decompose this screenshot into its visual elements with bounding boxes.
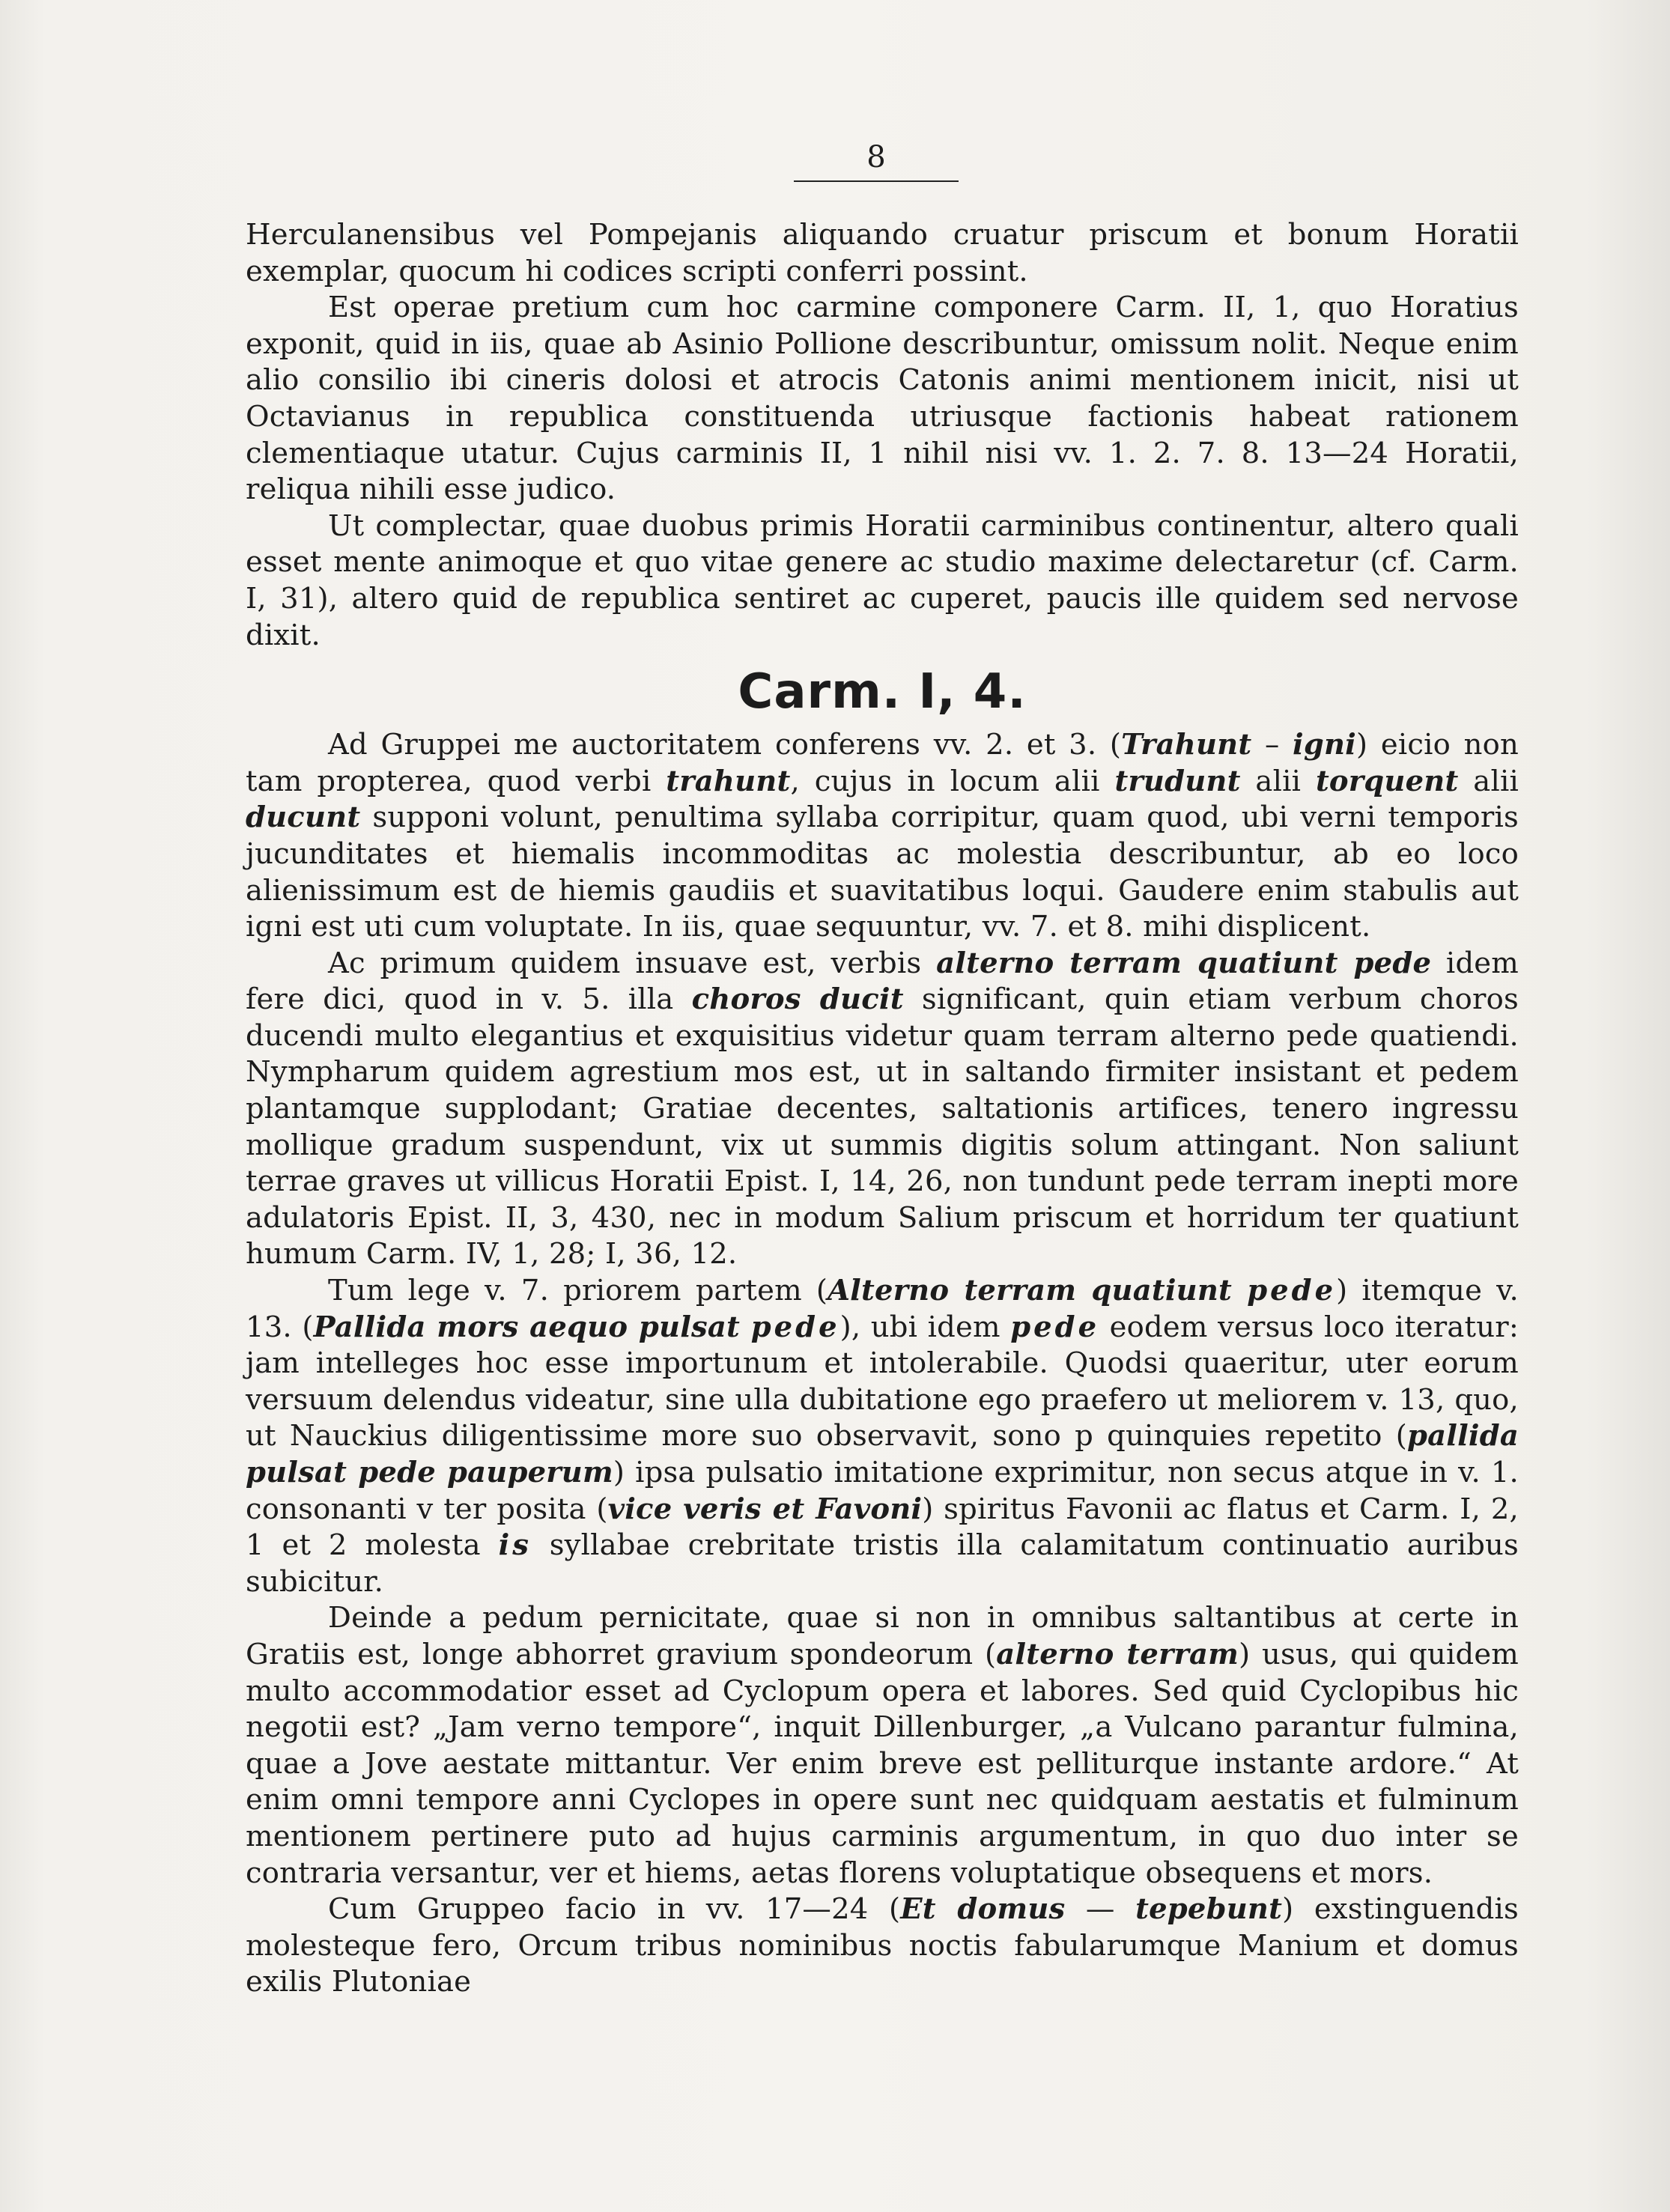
paragraph-1: Herculanensibus vel Pompejanis aliquando cruatur priscum et bonum Horatii exemplar, quocum hi codices scripti conferri possint.	[246, 218, 1519, 288]
paragraph-2: Est operae pretium cum hoc carmine componere Carm. II, 1, quo Horatius exponit, quid in iis, quae ab Asinio Pollione describuntur, omissum nolit. Neque enim alio consilio ibi cineris dolosi et atrocis Catonis animi mentionem inicit, nisi ut Octavianus in republica constituenda utriusque factionis habeat rationem clementiaque utatur. Cujus carminis II, 1 nihil nisi vv. 1. 2. 7. 8. 13—24 Horatii, reliqua nihili esse judico.	[246, 291, 1519, 507]
paragraph-5: Ac primum quidem insuave est, verbis alterno terram quatiunt pede idem fere dici, quod in v. 5. illa choros ducit significant, quin etiam verbum choros ducendi multo elegantius et exquisitius videtur quam terram alterno pede quatiendi. Nympharum quidem agrestium mos est, ut in saltando firmiter insistant et pedem plantamque supplodant; Gratiae decentes, saltationis artifices, tenero ingressu mollique gradum suspendunt, vix ut summis digitis solum attingant. Non saliunt terrae graves ut villicus Horatii Epist. I, 14, 26, non tundunt pede terram inepti more adulatoris Epist. II, 3, 430, nec in modum Salium priscum et horridum ter quatiunt humum Carm. IV, 1, 28; I, 36, 12.	[246, 946, 1519, 1271]
paragraph-4: Ad Gruppei me auctoritatem conferens vv. 2. et 3. (Trahunt – igni) eicio non tam propterea, quod verbi trahunt, cujus in locum alii trudunt alii torquent alii ducunt supponi volunt, penultima syllaba corripitur, quam quod, ubi verni temporis jucunditates et hiemalis incommoditas ac molestia describuntur, ab eo loco alienissimum est de hiemis gaudiis et suavitatibus loqui. Gaudere enim stabulis aut igni est uti cum voluptate. In iis, quae sequuntur, vv. 7. et 8. mihi displicent.	[246, 728, 1519, 944]
section-heading: Carm. I, 4.	[738, 664, 1027, 720]
paragraph-6: Tum lege v. 7. priorem partem (Alterno terram quatiunt pede) itemque v. 13. (Pallida mors aequo pulsat pede), ubi idem pede eodem versus loco iteratur: jam intelleges hoc esse importunum et intolerabile. Quodsi quaeritur, uter eorum versuum delendus videatur, sine ulla dubitatione ego praefero ut meliorem v. 13, quo, ut Nauckius diligentissime more suo observavit, sono p quinquies repetito (pallida pulsat pede pauperum) ipsa pulsatio imitatione exprimitur, non secus atque in v. 1. consonanti v ter posita (vice veris et Favoni) spiritus Favonii ac flatus et Carm. I, 2, 1 et 2 molesta is syllabae crebritate tristis illa calamitatum continuatio auribus subicitur.	[246, 1274, 1519, 1599]
page-number: 8	[866, 140, 886, 174]
body-text	[246, 217, 1519, 2001]
page-number-rule	[794, 180, 959, 182]
paragraph-3: Ut complectar, quae duobus primis Horatii carminibus continentur, altero quali esset mente animoque et quo vitae genere ac studio maxime delectaretur (cf. Carm. I, 31), altero quid de republica sentiret ac cuperet, paucis ille quidem sed nervose dixit.	[246, 508, 1519, 652]
paragraph-7: Deinde a pedum pernicitate, quae si non in omnibus saltantibus at certe in Gratiis est, longe abhorret gravium spondeorum (alterno terram) usus, qui quidem multo accommodatior esset ad Cyclopum opera et labores. Sed quid Cyclopibus hic negotii est? „Jam verno tempore“, inquit Dillenburger, „a Vulcano parantur fulmina, quae a Jove aestate mittantur. Ver enim breve est pelliturque instante ardore.“ At enim omni tempore anni Cyclopes in opere sunt nec quidquam aestatis et fulminum mentionem pertinere puto ad hujus carminis argumentum, in quo duo inter se contraria versantur, ver et hiems, aetas florens voluptatique obsequens et mors.	[246, 1601, 1519, 1890]
paragraph-8: Cum Gruppeo facio in vv. 17—24 (Et domus — tepebunt) exstinguendis molesteque fero, Orcum tribus nominibus noctis fabularumque Manium et domus exilis Plutoniae	[246, 1892, 1519, 1999]
